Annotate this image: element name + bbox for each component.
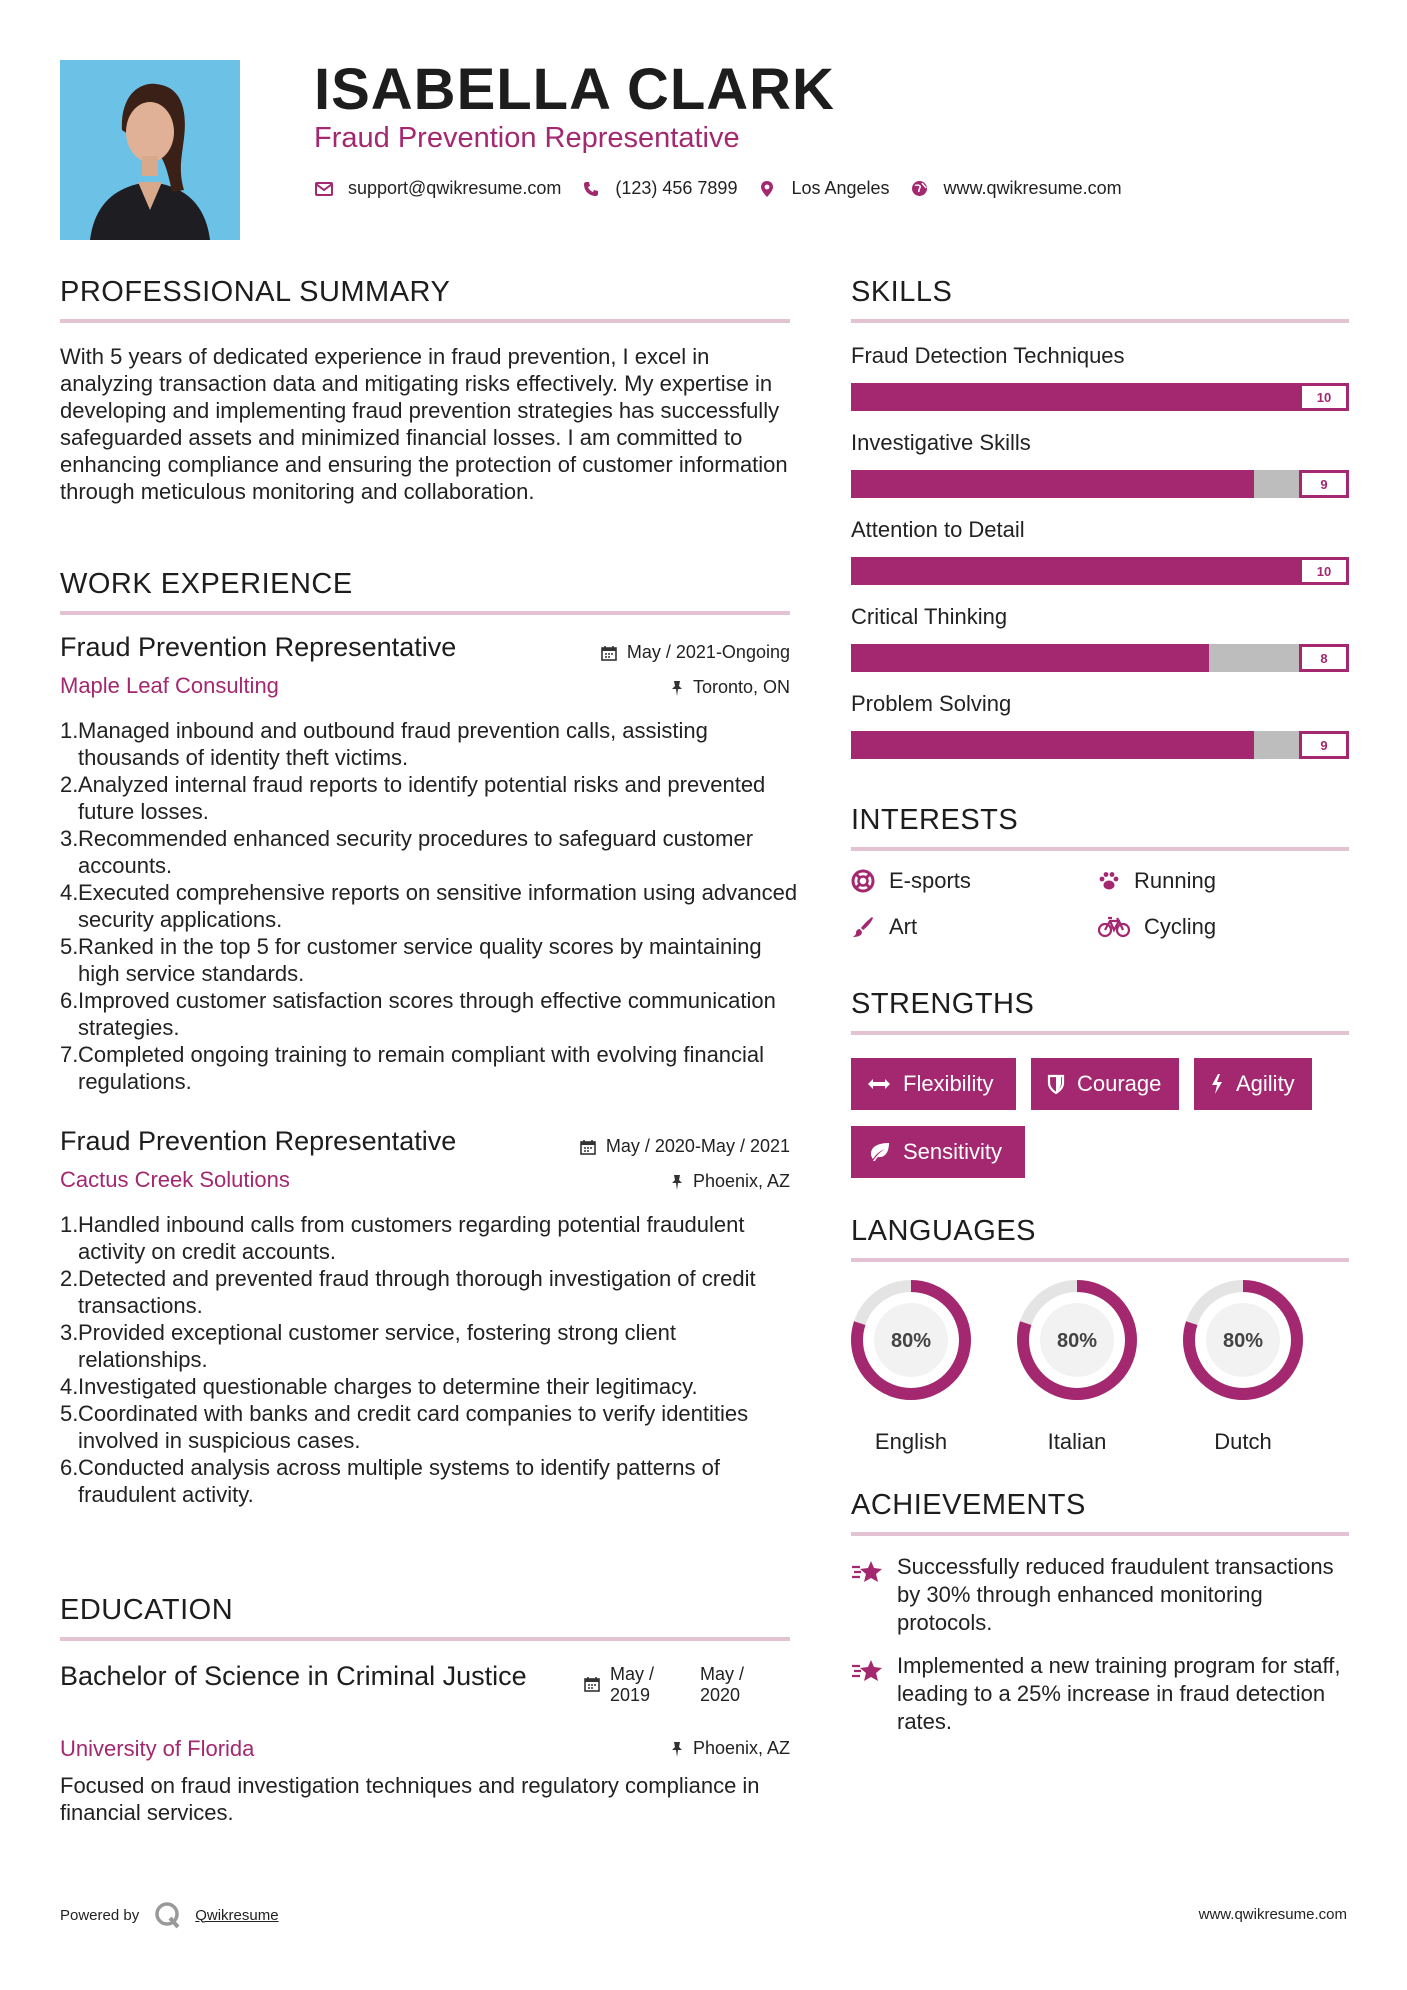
skill-name: Attention to Detail — [851, 517, 1025, 542]
language-percent: 80% — [1222, 1330, 1264, 1352]
skill-bar-fill — [851, 383, 1349, 411]
bicycle-icon — [1098, 916, 1130, 938]
achievement-item — [851, 1553, 1349, 1637]
interest-art — [851, 914, 917, 940]
skill-bar-fill — [851, 470, 1254, 498]
skill-level-badge: 8 — [1299, 644, 1349, 672]
experience-divider — [60, 611, 790, 615]
leaf-icon — [867, 1142, 891, 1162]
list-item: 6. Conducted analysis across multiple systems to identify patterns of fraudulent activity. — [60, 1455, 720, 1507]
language-donut — [849, 1278, 973, 1402]
envelope-icon — [314, 179, 334, 199]
school-name: University of Florida — [60, 1736, 255, 1761]
paintbrush-icon — [851, 915, 875, 939]
paw-icon — [1098, 870, 1120, 892]
list-item: 6. Improved customer satisfaction scores through effective communication strategies. — [60, 988, 776, 1040]
language-percent: 80% — [1056, 1330, 1098, 1352]
interest-running — [1098, 868, 1216, 894]
website-text: www.qwikresume.com — [943, 178, 1122, 198]
list-item: 5. Coordinated with banks and credit card companies to verify identities involved in suspicious cases. — [60, 1401, 749, 1453]
job-1-responsibilities — [60, 717, 800, 1095]
interest-label: E-sports — [889, 868, 971, 893]
interest-label: Art — [889, 914, 918, 939]
education-heading: EDUCATION — [60, 1594, 234, 1626]
strengths-divider — [851, 1031, 1349, 1035]
education-end: May / 2020 — [700, 1664, 745, 1705]
shield-icon — [1047, 1074, 1065, 1094]
interest-label: Cycling — [1144, 914, 1217, 939]
list-item: 1. Handled inbound calls from customers regarding potential fraudulent activity on credit accounts. — [60, 1212, 745, 1264]
phone-text: (123) 456 7899 — [615, 178, 738, 198]
phone-icon — [581, 179, 601, 199]
skill-bar — [851, 557, 1349, 585]
contact-phone[interactable] — [581, 178, 737, 199]
job-1-company: Maple Leaf Consulting — [60, 673, 279, 698]
skill-level-badge: 9 — [1299, 470, 1349, 498]
language-donut — [1015, 1278, 1139, 1402]
pushpin-icon — [671, 680, 683, 696]
footer-url[interactable]: www.qwikresume.com — [1198, 1906, 1347, 1923]
job-2-location-text: Phoenix, AZ — [692, 1171, 790, 1191]
achievement-text: Successfully reduced fraudulent transactions by 30% through enhanced monitoring protocols. — [897, 1554, 1334, 1635]
job-2-dates — [580, 1136, 790, 1157]
skills-heading: SKILLS — [851, 276, 953, 308]
contact-location — [757, 178, 889, 199]
language-name: Dutch — [1214, 1429, 1272, 1454]
strength-label: Courage — [1077, 1071, 1162, 1096]
education-location — [671, 1738, 790, 1759]
interest-esports — [851, 868, 971, 894]
education-location-text: Phoenix, AZ — [692, 1738, 790, 1758]
skill-bar — [851, 644, 1349, 672]
summary-text: With 5 years of dedicated experience in fraud prevention, I excel in analyzing transaction data and mitigating risks effectively. My expertise in developing and implementing fraud prevention strategies has successfully safeguarded assets and minimized financial losses. I am committed to enhancing compliance and ensuring the protection of customer information through meticulous monitoring and collaboration. — [60, 344, 788, 504]
list-item: 4. Investigated questionable charges to determine their legitimacy. — [60, 1374, 698, 1399]
strength-agility — [1194, 1058, 1312, 1110]
job-2-location — [671, 1171, 790, 1192]
language-english — [849, 1278, 973, 1455]
job-1-location-text: Toronto, ON — [692, 677, 790, 697]
job-1-location — [671, 677, 790, 698]
language-name: English — [874, 1429, 948, 1454]
achievement-item — [851, 1652, 1349, 1736]
achievements-divider — [851, 1532, 1349, 1536]
language-percent: 80% — [890, 1330, 932, 1352]
list-item: 3. Recommended enhanced security procedures to safeguard customer accounts. — [60, 826, 754, 878]
arrows-horizontal-icon — [867, 1077, 891, 1091]
job-2-responsibilities — [60, 1211, 800, 1508]
skill-bar — [851, 470, 1349, 498]
strength-sensitivity — [851, 1126, 1025, 1178]
education-start: May / 2019 — [610, 1664, 655, 1705]
job-1-dates — [601, 642, 790, 663]
contact-website[interactable] — [910, 178, 1122, 199]
location-text: Los Angeles — [791, 178, 890, 198]
interests-divider — [851, 847, 1349, 851]
skills-divider — [851, 319, 1349, 323]
interest-cycling — [1098, 914, 1216, 940]
list-item: 3. Provided exceptional customer service, fostering strong client relationships. — [60, 1320, 676, 1372]
powered-by-text: Powered by — [60, 1906, 140, 1924]
job-2-dates-text: May / 2020-May / 2021 — [605, 1136, 790, 1156]
list-item: 2. Analyzed internal fraud reports to identify potential risks and prevented future losses. — [60, 772, 766, 824]
list-item: 5. Ranked in the top 5 for customer service quality scores by maintaining high service standards. — [60, 934, 762, 986]
language-donut — [1181, 1278, 1305, 1402]
lifebuoy-icon — [851, 869, 875, 893]
candidate-name: ISABELLA CLARK — [314, 57, 835, 122]
strength-label: Sensitivity — [903, 1139, 1003, 1164]
calendar-icon — [584, 1676, 600, 1692]
interest-label: Running — [1134, 868, 1216, 893]
list-item: 4. Executed comprehensive reports on sensitive information using advanced security applications. — [60, 880, 798, 932]
strength-label: Agility — [1236, 1071, 1295, 1096]
qwikresume-logo-icon — [153, 1900, 183, 1930]
summary-heading: PROFESSIONAL SUMMARY — [60, 276, 451, 308]
language-dutch — [1181, 1278, 1305, 1455]
candidate-title: Fraud Prevention Representative — [314, 122, 740, 154]
languages-divider — [851, 1258, 1349, 1262]
strength-label: Flexibility — [903, 1071, 994, 1096]
education-dates — [584, 1664, 760, 1706]
calendar-icon — [580, 1139, 596, 1155]
pushpin-icon — [671, 1174, 683, 1190]
language-name: Italian — [1047, 1429, 1107, 1454]
job-2-company: Cactus Creek Solutions — [60, 1167, 290, 1192]
language-italian — [1015, 1278, 1139, 1455]
experience-heading: WORK EXPERIENCE — [60, 568, 353, 600]
skill-level-badge: 10 — [1299, 383, 1349, 411]
strength-flexibility — [851, 1058, 1016, 1110]
strength-courage — [1031, 1058, 1179, 1110]
skill-bar — [851, 383, 1349, 411]
job-1-dates-text: May / 2021-Ongoing — [626, 642, 790, 662]
skill-bar-fill — [851, 557, 1349, 585]
interests-heading: INTERESTS — [851, 804, 1019, 836]
email-text: support@qwikresume.com — [348, 178, 562, 198]
list-item: 7. Completed ongoing training to remain compliant with evolving financial regulations. — [60, 1042, 765, 1094]
strengths-heading: STRENGTHS — [851, 988, 1035, 1020]
skill-bar-fill — [851, 731, 1254, 759]
skill-level-badge: 10 — [1299, 557, 1349, 585]
brand-link[interactable]: Qwikresume — [195, 1906, 279, 1924]
degree-title: Bachelor of Science in Criminal Justice — [60, 1661, 527, 1691]
skill-name: Problem Solving — [851, 691, 1012, 716]
footer-powered-by — [60, 1900, 279, 1930]
contact-email[interactable] — [314, 178, 561, 199]
pushpin-icon — [671, 1741, 683, 1757]
skill-name: Investigative Skills — [851, 430, 1031, 455]
shooting-star-icon — [851, 1559, 883, 1585]
achievement-text: Implemented a new training program for staff, leading to a 25% increase in fraud detection rates. — [897, 1653, 1341, 1734]
skill-name: Fraud Detection Techniques — [851, 343, 1125, 368]
map-pin-icon — [757, 179, 777, 199]
languages-heading: LANGUAGES — [851, 1215, 1036, 1247]
contact-bar — [314, 178, 1142, 199]
job-1-title: Fraud Prevention Representative — [60, 632, 457, 662]
list-item: 2. Detected and prevented fraud through thorough investigation of credit transactions. — [60, 1266, 756, 1318]
education-description: Focused on fraud investigation techniques and regulatory compliance in financial services. — [60, 1773, 760, 1825]
skill-bar-fill — [851, 644, 1209, 672]
summary-divider — [60, 319, 790, 323]
profile-photo — [60, 60, 240, 240]
lightning-icon — [1210, 1073, 1224, 1095]
shooting-star-icon — [851, 1658, 883, 1684]
skill-bar — [851, 731, 1349, 759]
job-2-title: Fraud Prevention Representative — [60, 1126, 457, 1156]
achievements-heading: ACHIEVEMENTS — [851, 1489, 1086, 1521]
globe-icon — [910, 179, 930, 199]
education-divider — [60, 1637, 790, 1641]
list-item: 1. Managed inbound and outbound fraud prevention calls, assisting thousands of identity theft victims. — [60, 718, 708, 770]
calendar-icon — [601, 645, 617, 661]
skill-level-badge: 9 — [1299, 731, 1349, 759]
skill-name: Critical Thinking — [851, 604, 1008, 629]
